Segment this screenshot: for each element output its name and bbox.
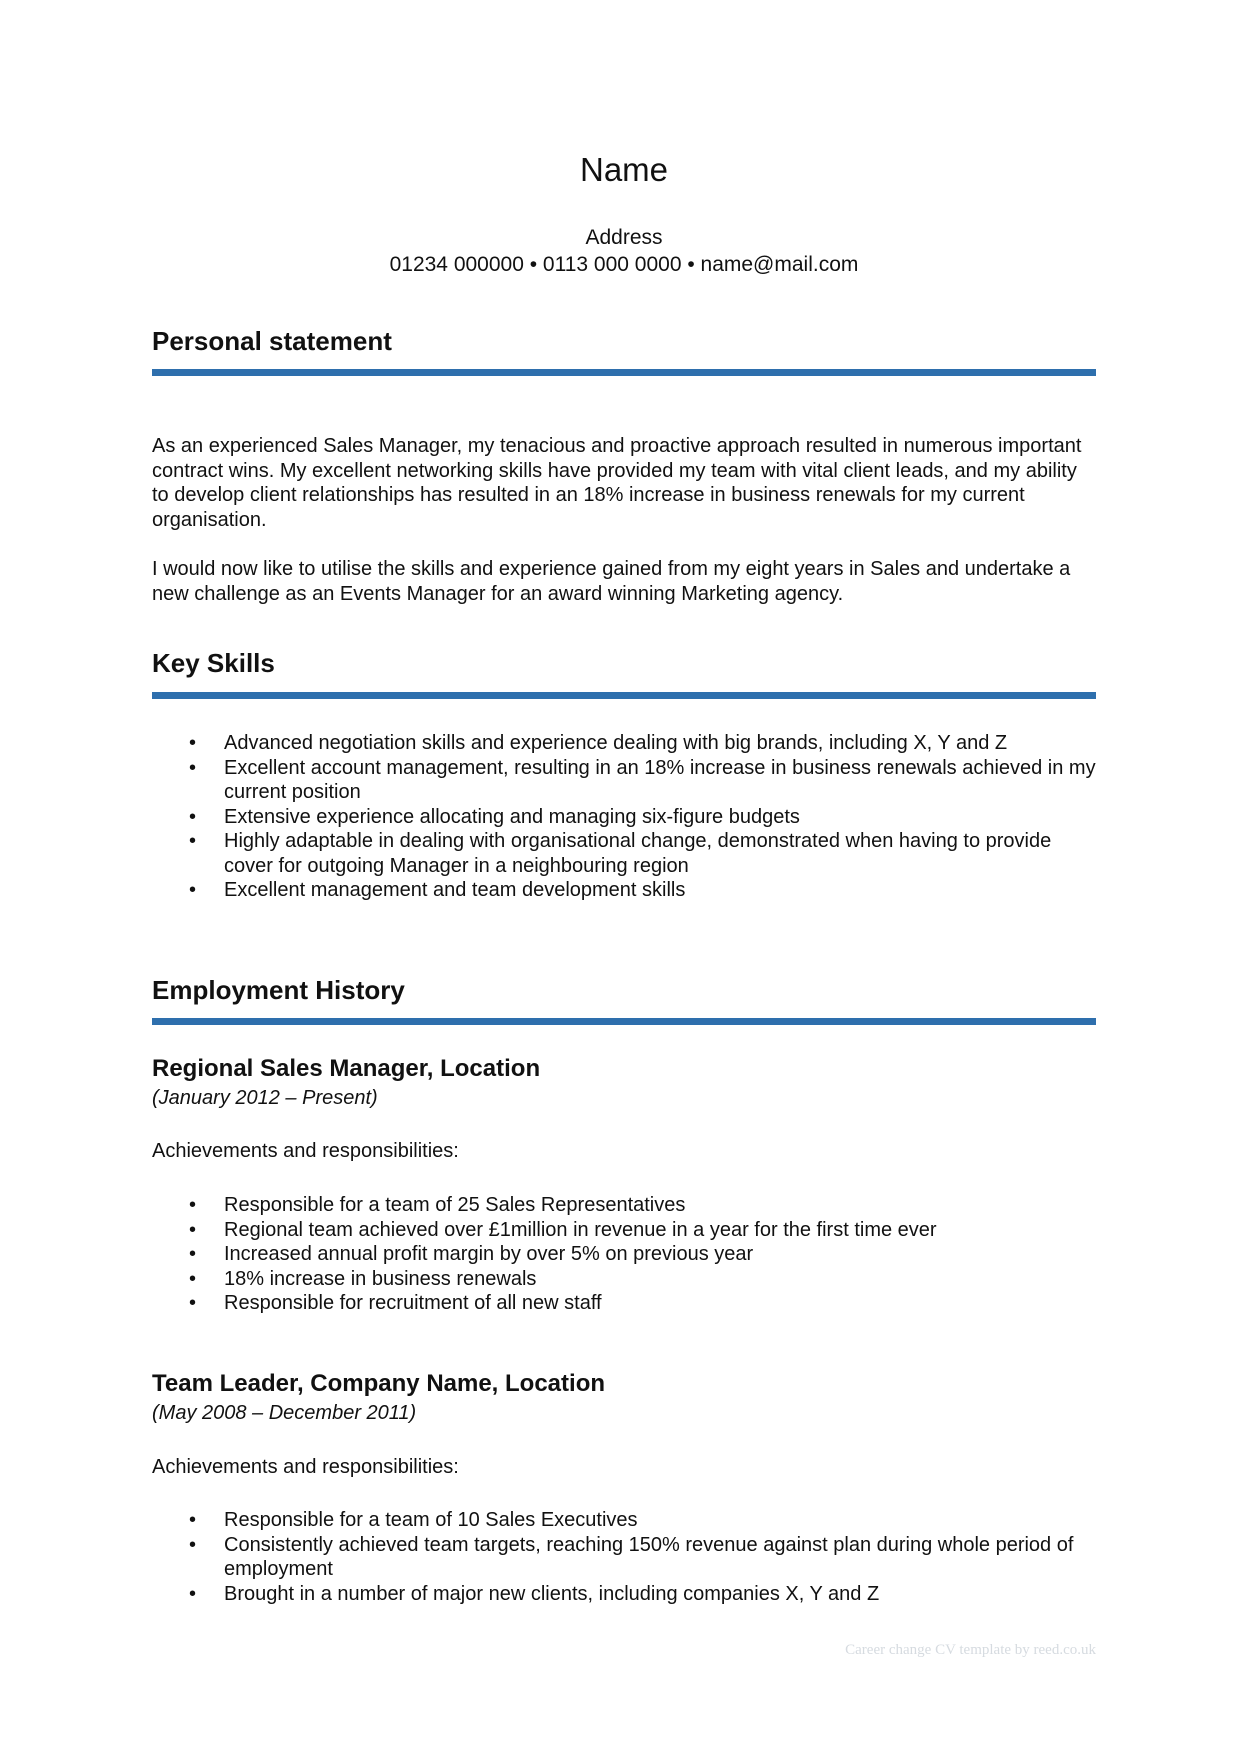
list-item [152,805,1096,830]
list-item-text: Advanced negotiation skills and experience dealing with big brands, including X, Y and Z [224,732,1008,754]
job-title: Team Leader, Company Name, Location [152,1370,606,1397]
list-item [152,1582,1096,1607]
personal-statement-paragraph-1: As an experienced Sales Manager, my tenacious and proactive approach resulted in numerous important contract wins. My excellent networking skills have provided my team with vital client leads, and my ability to develop client relationships has resulted in an 18% increase in business renewals for my current organisation. [152,435,1082,531]
key-skills-list [152,731,1096,903]
job-achievements-list [152,1508,1096,1606]
list-item-text: Responsible for a team of 25 Sales Representatives [224,1194,686,1216]
cv-contact-line: 01234 000000 • 0113 000 0000 • name@mail.com [389,253,859,276]
section-title-key-skills: Key Skills [152,648,275,678]
list-item [152,731,1096,756]
section-title-employment-history: Employment History [152,975,405,1005]
list-item [152,1193,1096,1218]
list-item-text: Increased annual profit margin by over 5% on previous year [224,1243,754,1265]
achievements-label: Achievements and responsibilities: [152,1140,459,1162]
bullet-icon: • [189,1243,197,1265]
job-dates: (May 2008 – December 2011) [152,1402,417,1424]
list-item-text: 18% increase in business renewals [224,1267,537,1290]
bullet-icon: • [189,732,197,754]
bullet-icon: • [189,879,197,901]
personal-statement-paragraph-2: I would now like to utilise the skills and experience gained from my eight years in Sales and undertake a new challenge as an Events Manager for an award winning Marketing agency. [152,558,1071,605]
list-item [152,829,1096,878]
list-item [152,1267,1096,1292]
list-item-text: Highly adaptable in dealing with organisational change, demonstrated when having to provide cover for outgoing Manager in a neighbouring region [224,830,1052,877]
job-title: Regional Sales Manager, Location [152,1055,541,1082]
list-item-text: Responsible for a team of 10 Sales Executives [224,1509,638,1531]
list-item [152,756,1096,805]
cv-name: Name [579,151,669,188]
bullet-icon: • [189,830,197,852]
cv-page [152,0,1096,1754]
section-divider [152,1018,1096,1025]
bullet-icon: • [189,805,197,828]
bullet-icon: • [189,1509,197,1531]
list-item [152,1291,1096,1316]
list-item [152,1242,1096,1267]
cv-address: Address [585,226,663,249]
section-title-personal-statement: Personal statement [152,326,392,356]
list-item-text: Brought in a number of major new clients, including companies X, Y and Z [224,1582,880,1605]
bullet-icon: • [189,1292,197,1314]
job-achievements-list [152,1193,1096,1316]
footer-watermark: Career change CV template by reed.co.uk [845,1642,1096,1658]
bullet-icon: • [189,1218,197,1241]
bullet-icon: • [189,756,197,779]
list-item-text: Extensive experience allocating and managing six-figure budgets [224,805,800,828]
list-item-text: Consistently achieved team targets, reaching 150% revenue against plan during whole period of employment [224,1533,1074,1580]
list-item [152,1508,1096,1533]
section-divider [152,692,1096,699]
bullet-icon: • [189,1582,197,1605]
list-item [152,878,1096,903]
list-item [152,1218,1096,1243]
bullet-icon: • [189,1194,197,1216]
job-dates: (January 2012 – Present) [152,1087,378,1109]
achievements-label: Achievements and responsibilities: [152,1456,459,1478]
list-item-text: Excellent account management, resulting in an 18% increase in business renewals achieved in my current position [224,756,1096,803]
bullet-icon: • [189,1533,197,1556]
list-item-text: Excellent management and team development skills [224,879,686,901]
list-item-text: Responsible for recruitment of all new staff [224,1292,602,1314]
list-item [152,1533,1096,1582]
section-divider [152,369,1096,376]
list-item-text: Regional team achieved over £1million in revenue in a year for the first time ever [224,1218,937,1241]
bullet-icon: • [189,1267,197,1290]
